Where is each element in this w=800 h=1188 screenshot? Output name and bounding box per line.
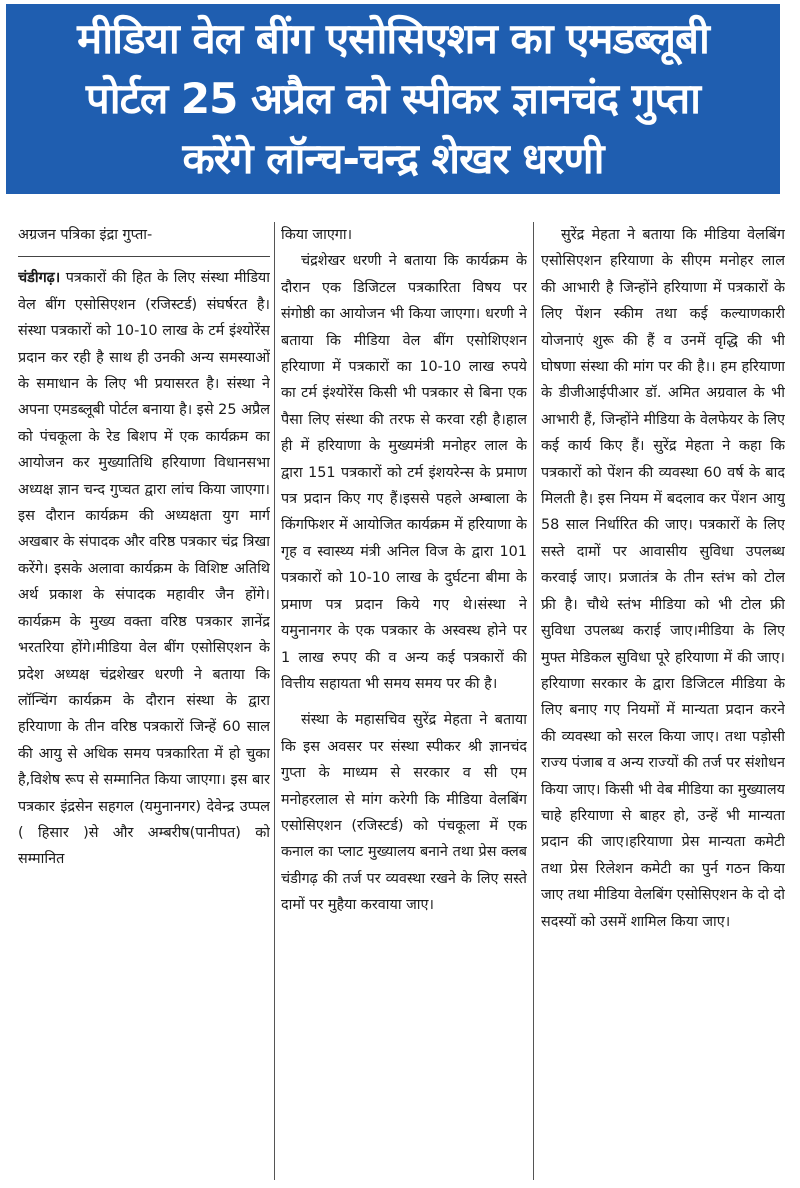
article-paragraph: चंद्रशेखर धरणी ने बताया कि कार्यक्रम के दौरान एक डिजिटल पत्रकारिता विषय पर संगोष्ठी का आयोजन भी किया जाएगा। धरणी ने बताया कि मीडिया वेल बींग एसोशिएशन हरियाणा में पत्रकारों का 10-10 लाख रुपये का टर्म इंश्योरेंस किसी भी पत्रकार से बिना एक पैसा लिए संस्था की तरफ से करवा रही है।हाल ही में हरियाणा के मुख्यमंत्री मनोहर लाल के द्वारा 151 पत्रकारों को टर्म इंशयरेन्स के प्रमाण पत्र प्रदान किए गए हैं।इससे पहले अम्बाला के किंगफिशर में आयोजित कार्यक्रम में हरियाणा के गृह व स्वास्थ्य मंत्री अनिल विज के द्वारा 101 पत्रकारों को 10-10 लाख के दुर्घटना बीमा के प्रमाण पत्र प्रदान किये गए थे।संस्था ने यमुनानगर के एक पत्रकार के अस्वस्थ होने पर 1 लाख रुपए की व अन्य कई पत्रकारों की वित्तीय सहायता भी समय समय पर की है। (281, 253, 527, 692)
article-column-3 (541, 222, 785, 1182)
article-paragraph: सुरेंद्र मेहता ने बताया कि मीडिया वेलबिंग एसोसिएशन हरियाणा के सीएम मनोहर लाल की आभारी है जिन्होंने हरियाणा में पत्रकारों के लिए पेंशन स्कीम तथा कई कल्याणकारी योजनाएं शुरू की हैं व उनमें वृद्धि की भी घोषणा संस्था की मांग पर की है।। हम हरियाणा के डीजीआईपीआर डॉ. अमित अग्रवाल के भी आभारी हैं, जिन्होंने मीडिया के वेलफेयर के लिए कई कार्य किए हैं। सुरेंद्र मेहता ने कहा कि पत्रकारों को पेंशन की व्यवस्था 60 वर्ष के बाद मिलती है। इस नियम में बदलाव कर पेंशन आयु 58 साल निर्धारित की जाए। पत्रकारों के लिए सस्ते दामों पर आवासीय सुविधा उपलब्ध करवाई जाए। प्रजातंत्र के तीन स्तंभ को टोल फ्री है। चौथे स्तंभ मीडिया को भी टोल फ्री सुविधा उपलब्ध कराई जाए।मीडिया के लिए मुफ्त मेडिकल सुविधा पूरे हरियाणा में की जाए। हरियाणा सरकार के द्वारा डिजिटल मीडिया के लिए बनाए गए नियमों में मान्यता प्रदान करने की व्यवस्था को सरल किया जाए। तथा पड़ोसी राज्य पंजाब व अन्य राज्यों की तर्ज पर संशोधन किया जाए। किसी भी वेब मीडिया का मुख्यालय चाहे हरियाणा से बाहर हो, उन्हें भी मान्यता प्रदान की जाए।हरियाणा प्रेस मान्यता कमेटी तथा प्रेस रिलेशन कमेटी का पुर्न गठन किया जाए तथा मीडिया वेलबिंग एसोसिएशन के दो दो सदस्यों को उसमें शामिल किया जाए। (541, 227, 785, 930)
article-paragraph: संस्था के महासचिव सुरेंद्र मेहता ने बताया कि इस अवसर पर संस्था स्पीकर श्री ज्ञानचंद गुप्ता के माध्यम से सरकार व सी एम मनोहरलाल से मांग करेगी कि मीडिया वेलबिंग एसोसिएशन (रजिस्टर्ड) को पंचकूला में एक कनाल का प्लाट मुख्यालय बनाने तथा प्रेस क्लब चंडीगढ़ की तर्ज पर व्यवस्था रखने के लिए सस्ते दामों पर मुहैया करवाया जाए। (281, 712, 527, 914)
headline-line-2: पोर्टल 25 अप्रैल को स्पीकर ज्ञानचंद गुप्ता (85, 74, 701, 123)
headline-banner (6, 4, 780, 194)
byline: अग्रजन पत्रिका इंद्रा गुप्ता- (18, 227, 153, 243)
column-divider (533, 222, 534, 1180)
headline-line-1: मीडिया वेल बींग एसोसिएशन का एमडब्लूबी (77, 14, 709, 63)
column-divider (274, 222, 275, 1180)
article-column-2 (281, 222, 527, 1182)
headline-line-3: करेंगे लॉन्च-चन्द्र शेखर धरणी (182, 134, 604, 183)
article-text: पत्रकारों की हित के लिए संस्था मीडिया वेल बींग एसोसिएशन (रजिस्टर्ड) संघर्षरत है। संस्था पत्रकारों को 10-10 लाख के टर्म इंश्योरेंस प्रदान कर रही है साथ ही उनकी अन्य समस्याओं के समाधान के लिए भी प्रयासरत है। संस्था ने अपना एमडब्लूबी पोर्टल बनाया है। इसे 25 अप्रैल को पंचकूला के रेड बिशप में एक कार्यक्रम का आयोजन कर मुख्यातिथि हरियाणा विधानसभा अध्यक्ष ज्ञान चन्द गुप्चत द्वारा लांच किया जाएगा। इस दौरान कार्यक्रम की अध्यक्षता युग मार्ग अखबार के संपादक और वरिष्ठ पत्रकार चंद्र त्रिखा करेंगे। इसके अलावा कार्यक्रम के विशिष्ट अतिथि अर्थ प्रकाश के संपादक महावीर जैन होंगे। कार्यक्रम के मुख्य वक्ता वरिष्ठ पत्रकार ज्ञानेंद्र भरतरिया होंगे।मीडिया वेल बींग एसोसिएशन के प्रदेश अध्यक्ष चंद्रशेखर धरणी ने बताया कि लॉन्चिंग कार्यक्रम के दौरान संस्था के द्वारा हरियाणा के तीन वरिष्ठ पत्रकारों जिन्हें 60 साल की आयु से अधिक समय पत्रकारिता में हो चुका है,विशेष रूप से सम्मानित किया जाएगा। इस बार पत्रकार इंद्रसेन सहगल (यमुनानगर) देवेन्द्र उप्पल ( हिसार )से और अम्बरीष(पानीपत) को सम्मानित (18, 270, 270, 868)
byline-rule (18, 256, 270, 257)
article-paragraph: किया जाएगा। (281, 227, 353, 243)
article-paragraph (18, 265, 270, 872)
dateline: चंडीगढ़। (18, 270, 61, 287)
article-column-1 (18, 222, 270, 1182)
